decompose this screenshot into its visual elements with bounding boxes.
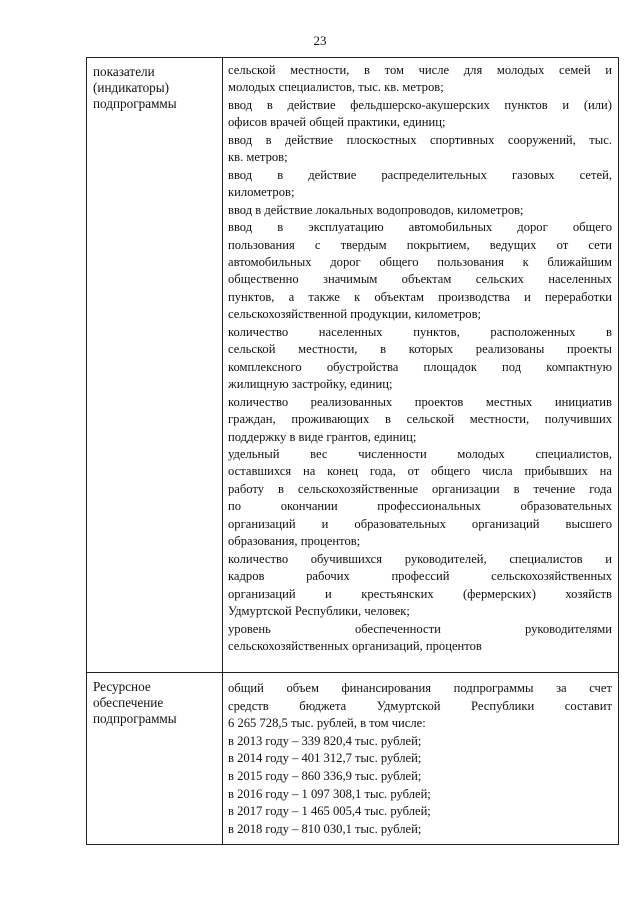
content-line: кв. метров; <box>228 150 288 165</box>
content-line: сельской местности, в которых реализованы проекты <box>228 342 612 357</box>
row-label-cell <box>87 58 223 673</box>
content-line: организаций и крестьянских (фермерских) хозяйств <box>228 586 612 601</box>
passport-table <box>86 57 619 845</box>
content-line: в 2016 году – 1 097 308,1 тыс. рублей; <box>228 786 431 801</box>
content-line: сельской местности, в том числе для молодых семей и <box>228 63 612 77</box>
content-line: Удмуртской Республики, человек; <box>228 604 410 619</box>
content-line: в 2013 году – 339 820,4 тыс. рублей; <box>228 733 422 748</box>
content-line: средств бюджета Удмуртской Республики составит <box>228 698 612 713</box>
content-line: количество реализованных проектов местных инициатив <box>228 394 612 409</box>
content-line: сельскохозяйственной продукции, километров; <box>228 307 482 322</box>
content-line: уровень обеспеченности руководителями <box>228 621 612 636</box>
content-line: офисов врачей общей практики, единиц; <box>228 115 446 130</box>
table-row <box>87 58 619 673</box>
content-line: поддержку в виде грантов, единиц; <box>228 429 417 444</box>
content-line: граждан, проживающих в сельской местности, получивших <box>228 412 612 427</box>
content-line: ввод в действие распределительных газовых сетей, <box>228 167 612 182</box>
content-line: жилищную застройку, единиц; <box>228 377 393 392</box>
content-line: километров; <box>228 185 295 200</box>
content-line: ввод в действие плоскостных спортивных сооружений, тыс. <box>228 132 612 147</box>
content-line: в 2018 году – 810 030,1 тыс. рублей; <box>228 821 422 836</box>
content-line: количество населенных пунктов, расположенных в <box>228 324 612 339</box>
content-line: пользования с твердым покрытием, ведущих от сети <box>228 237 612 252</box>
content-line: оставшихся на конец года, от общего числа прибывших на <box>228 464 612 479</box>
content-line: ввод в действие фельдшерско-акушерских пунктов и (или) <box>228 97 612 112</box>
row-label-line: (индикаторы) <box>93 80 170 95</box>
content-line: пунктов, а также к объектам производства и переработки <box>228 289 612 304</box>
content-line: комплексного обустройства площадок под компактную <box>228 359 612 374</box>
content-line: молодых специалистов, тыс. кв. метров; <box>228 80 444 95</box>
page-number: 23 <box>313 33 327 48</box>
content-line: общественно значимым объектам сельских населенных <box>228 272 612 287</box>
row-label-line: обеспечение <box>93 695 164 710</box>
content-line: по окончании профессиональных образовательных <box>228 499 612 514</box>
row-label-cell <box>87 673 223 845</box>
content-line: в 2017 году – 1 465 005,4 тыс. рублей; <box>228 804 431 819</box>
row-content-cell <box>223 58 619 673</box>
content-line: ввод в действие локальных водопроводов, километров; <box>228 202 524 217</box>
table-row <box>87 673 619 845</box>
row-label-line: показатели <box>93 64 155 79</box>
row-label-line: подпрограммы <box>93 96 177 111</box>
content-line: удельный вес численности молодых специалистов, <box>228 446 612 461</box>
content-line: организаций и образовательных организаций высшего <box>228 516 612 531</box>
content-line: количество обучившихся руководителей, специалистов и <box>228 551 612 566</box>
content-line: общий объем финансирования подпрограммы за счет <box>228 681 612 695</box>
row-content-cell <box>223 673 619 845</box>
content-line: ввод в эксплуатацию автомобильных дорог общего <box>228 220 612 235</box>
content-line: образования, процентов; <box>228 534 361 549</box>
row-label-line: Ресурсное <box>93 679 151 694</box>
content-line: кадров рабочих профессий сельскохозяйственных <box>228 569 612 584</box>
content-line: в 2014 году – 401 312,7 тыс. рублей; <box>228 751 422 766</box>
content-line: 6 265 728,5 тыс. рублей, в том числе: <box>228 716 426 731</box>
content-line: в 2015 году – 860 336,9 тыс. рублей; <box>228 768 422 783</box>
content-line: работу в сельскохозяйственные организации в течение года <box>228 481 612 496</box>
content-line: сельскохозяйственных организаций, процентов <box>228 638 482 653</box>
row-label-line: подпрограммы <box>93 711 177 726</box>
content-line: автомобильных дорог общего пользования к ближайшим <box>228 254 612 269</box>
